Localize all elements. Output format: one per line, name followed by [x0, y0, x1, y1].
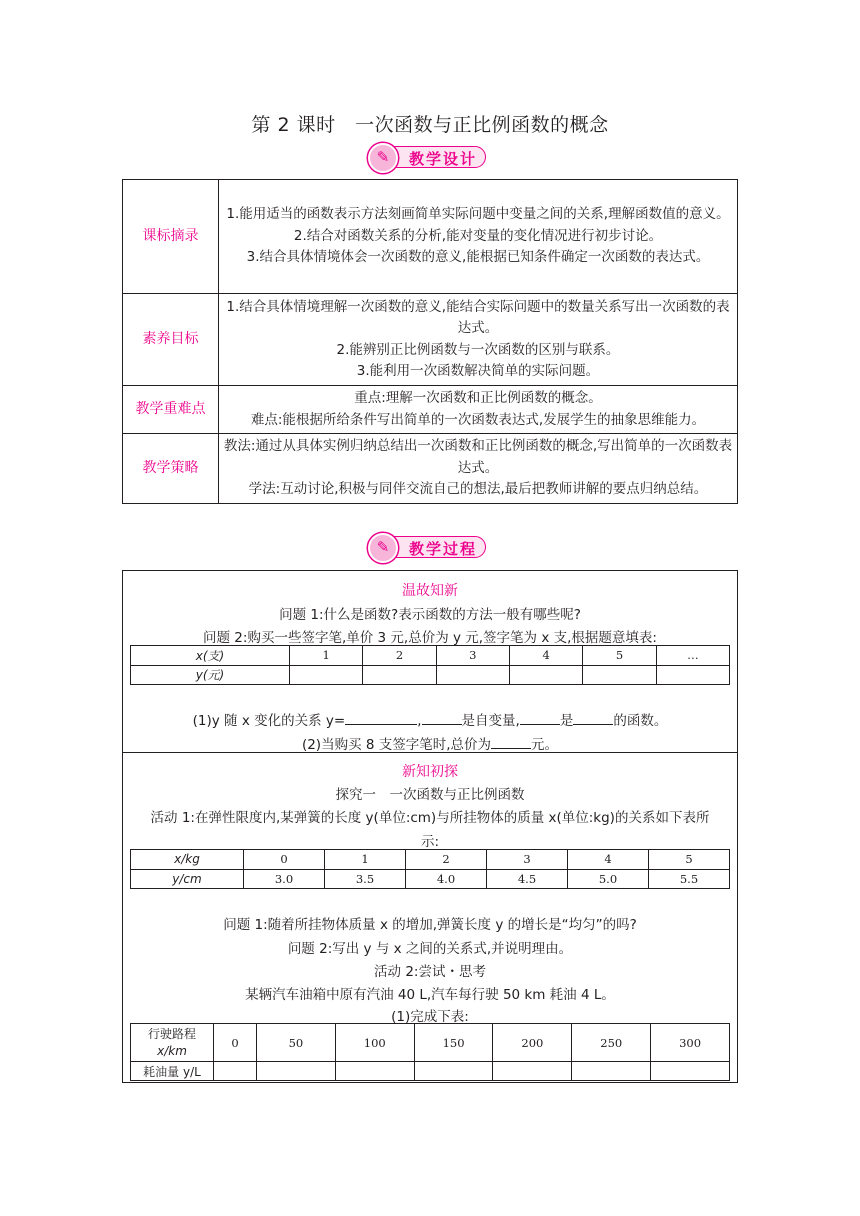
row-label: 素养目标 — [123, 294, 219, 386]
banner-label: 教学设计 — [409, 150, 478, 168]
table-row-header: y/cm — [131, 869, 244, 889]
section-banner-process — [368, 535, 488, 561]
table-cell: 4 — [568, 850, 649, 870]
table-cell: 4 — [509, 646, 582, 666]
teaching-process-frame — [122, 570, 738, 1083]
content-line: 2.能辨别正比例函数与一次函数的区别与联系。 — [336, 341, 620, 358]
table-cell: 3 — [436, 646, 509, 666]
review-question-1: 问题 1:什么是函数?表示函数的方法一般有哪些呢? — [279, 607, 581, 623]
activity-2-title: 活动 2:尝试・思考 — [374, 964, 486, 980]
header-line: x/km — [157, 1043, 187, 1058]
table-cell: 2 — [406, 850, 487, 870]
table-cell-blank — [290, 665, 363, 685]
row-content — [219, 180, 738, 294]
answer-blank[interactable] — [573, 710, 613, 725]
fill-text: , — [417, 713, 422, 729]
content-line: 1.能用适当的函数表示方法刻画简单实际问题中变量之间的关系,理解函数值的意义。 — [226, 206, 730, 223]
table-cell-blank — [583, 665, 656, 685]
review-question-2: 问题 2:购买一些签字笔,单价 3 元,总价为 y 元,签字笔为 x 支,根据题意填表: — [203, 630, 657, 646]
answer-blank[interactable] — [491, 734, 531, 749]
header-line: 行驶路程 — [147, 1026, 196, 1041]
table-cell-blank — [656, 665, 729, 685]
fill-text: (1)y 随 x 变化的关系 y= — [192, 713, 346, 729]
table-cell-blank — [335, 1062, 414, 1081]
fill-in-sentence-1 — [123, 709, 737, 729]
fill-table-instruction: (1)完成下表: — [391, 1009, 469, 1025]
table-cell: 50 — [257, 1024, 336, 1062]
design-row — [123, 294, 738, 386]
table-cell: 150 — [414, 1024, 493, 1062]
table-cell: 5.0 — [568, 869, 649, 889]
table-cell-blank — [572, 1062, 651, 1081]
table-cell-blank — [414, 1062, 493, 1081]
section-divider — [123, 752, 737, 753]
table-cell: 250 — [572, 1024, 651, 1062]
section-heading-new: 新知初探 — [402, 764, 458, 780]
design-row — [123, 434, 738, 504]
answer-blank[interactable] — [520, 710, 560, 725]
table-cell: 5.5 — [649, 869, 730, 889]
design-row — [123, 386, 738, 434]
section-heading-review: 温故知新 — [402, 583, 458, 599]
teaching-design-table — [122, 179, 738, 504]
row-label: 课标摘录 — [123, 180, 219, 294]
row-label: 教学重难点 — [123, 386, 219, 434]
content-line: 重点:理解一次函数和正比例函数的概念。 — [354, 390, 602, 406]
answer-blank[interactable] — [422, 710, 462, 725]
table-cell: 3 — [487, 850, 568, 870]
table-row-header: 耗油量 y/L — [131, 1062, 214, 1081]
new-question-2: 问题 2:写出 y 与 x 之间的关系式,并说明理由。 — [287, 941, 573, 957]
explore-title: 探究一 一次函数与正比例函数 — [335, 787, 525, 803]
new-question-1: 问题 1:随着所挂物体质量 x 的增加,弹簧长度 y 的增长是“均匀”的吗? — [223, 917, 637, 933]
fill-text: (2)当购买 8 支签字笔时,总价为 — [301, 737, 492, 753]
car-problem: 某辆汽车油箱中原有汽油 40 L,汽车每行驶 50 km 耗油 4 L。 — [245, 987, 615, 1003]
content-line: 学法:互动讨论,积极与同伴交流自己的想法,最后把教师讲解的要点归纳总结。 — [248, 481, 708, 498]
content-line: 3.结合具体情境体会一次函数的意义,能根据已知条件确定一次函数的表达式。 — [246, 249, 710, 266]
table-row-header — [131, 1024, 214, 1062]
fill-text: 是 — [559, 713, 574, 729]
pen-price-table — [130, 645, 730, 685]
table-cell-blank — [363, 665, 436, 685]
page-title: 第 2 课时 一次函数与正比例函数的概念 — [251, 114, 609, 136]
spring-table — [130, 849, 730, 889]
content-line: 难点:能根据所给条件写出简单的一次函数表达式,发展学生的抽象思维能力。 — [250, 411, 706, 428]
activity-1-text: 活动 1:在弹性限度内,某弹簧的长度 y(单位:cm)与所挂物体的质量 x(单位:kg)的关系如下表所 — [150, 810, 710, 826]
activity-1-text-cont: 示: — [420, 834, 440, 850]
design-row — [123, 180, 738, 294]
fill-text: 是自变量, — [461, 713, 520, 729]
table-cell: 4.5 — [487, 869, 568, 889]
banner-label: 教学过程 — [409, 540, 478, 558]
fill-text: 的函数。 — [613, 713, 668, 729]
table-cell: 4.0 — [406, 869, 487, 889]
table-cell: 0 — [244, 850, 325, 870]
table-cell: 300 — [651, 1024, 730, 1062]
section-banner-design — [368, 145, 488, 171]
content-line: 2.结合对函数关系的分析,能对变量的变化情况进行初步讨论。 — [293, 227, 663, 244]
content-line: 1.结合具体情境理解一次函数的意义,能结合实际问题中的数量关系写出一次函数的表达式。 — [226, 298, 730, 336]
table-cell: 200 — [493, 1024, 572, 1062]
table-cell: 1 — [325, 850, 406, 870]
table-cell: 3.0 — [244, 869, 325, 889]
table-cell: 0 — [214, 1024, 257, 1062]
table-cell-blank — [493, 1062, 572, 1081]
row-content — [219, 294, 738, 386]
content-line: 3.能利用一次函数解决简单的实际问题。 — [356, 363, 600, 379]
row-content — [219, 434, 738, 504]
row-content — [219, 386, 738, 434]
table-row-header: x/kg — [131, 850, 244, 870]
table-row-header: y(元) — [131, 665, 290, 685]
table-cell: … — [656, 646, 729, 666]
row-label: 教学策略 — [123, 434, 219, 504]
fill-in-sentence-2 — [123, 733, 737, 753]
table-row-header: x(支) — [131, 646, 290, 666]
table-cell-blank — [257, 1062, 336, 1081]
table-cell-blank — [509, 665, 582, 685]
book-emblem-icon: ✎ — [368, 533, 398, 563]
table-cell: 5 — [583, 646, 656, 666]
table-cell-blank — [651, 1062, 730, 1081]
fill-text: 元。 — [531, 737, 559, 753]
table-cell: 2 — [363, 646, 436, 666]
answer-blank[interactable] — [345, 710, 417, 725]
fuel-table — [130, 1023, 730, 1081]
table-cell-blank — [214, 1062, 257, 1081]
book-emblem-icon: ✎ — [368, 143, 398, 173]
table-cell: 3.5 — [325, 869, 406, 889]
table-cell: 5 — [649, 850, 730, 870]
table-cell: 100 — [335, 1024, 414, 1062]
table-cell-blank — [436, 665, 509, 685]
content-line: 教法:通过从具体实例归纳总结出一次函数和正比例函数的概念,写出简单的一次函数表达式。 — [223, 438, 733, 476]
table-cell: 1 — [290, 646, 363, 666]
